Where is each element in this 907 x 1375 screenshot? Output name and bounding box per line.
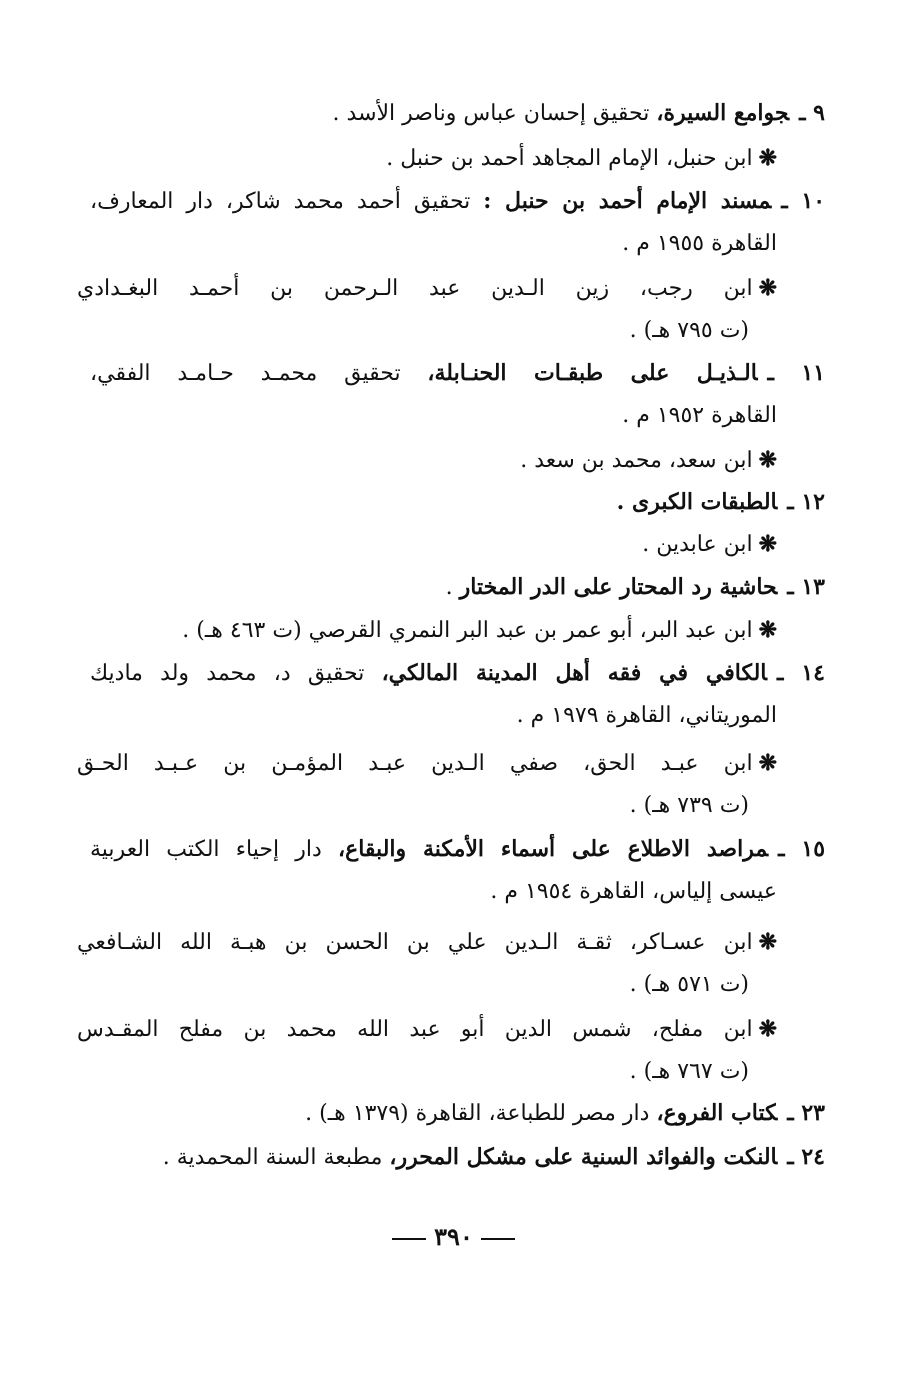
entry-number: ١٢ ـ: [787, 489, 825, 515]
author-text: ابن مفلح، شمس الدين أبو عبد الله محمد بن مفلح المقـدس: [77, 1017, 753, 1042]
author-ibn-rajab-continuation: [149, 316, 749, 346]
entry-title: حاشية رد المحتار على الدر المختار: [459, 574, 778, 600]
author-text: (ت ٥٧١ هـ) .: [629, 972, 749, 997]
entry-title: الطبقات الكبرى .: [616, 489, 778, 515]
entry-number: ٢٤ ـ: [787, 1144, 825, 1170]
entry-13: [105, 572, 825, 603]
star-icon: ❋: [758, 531, 777, 557]
entry-10: [90, 186, 825, 217]
entry-text: عيسى إلياس، القاهرة ١٩٥٤ م .: [490, 879, 777, 904]
entry-title: الكافي في فقه أهل المدينة المالكي،: [381, 660, 768, 686]
author-ibn-abd-al-haqq: [77, 748, 777, 779]
entry-23: [105, 1098, 825, 1129]
entry-number: ١١ ـ: [767, 360, 825, 386]
entry-title: مسند الإمام أحمد بن حنبل :: [483, 188, 772, 214]
entry-10-continuation: [117, 229, 777, 259]
star-icon: ❋: [758, 617, 777, 643]
entry-number: ٢٣ ـ: [787, 1100, 825, 1126]
entry-number: ١٣ ـ: [787, 574, 825, 600]
author-ibn-abd-al-barr: [77, 615, 777, 646]
entry-24: [105, 1142, 825, 1173]
entry-text: القاهرة ١٩٥٥ م .: [622, 231, 777, 256]
entry-15-continuation: [117, 877, 777, 907]
entry-number: ١٥ ـ: [778, 836, 825, 862]
entry-text: تحقيق محمـد حـامـد الفقي،: [90, 361, 401, 386]
dash-left: [392, 1238, 426, 1240]
author-text: ابن عبد البر، أبو عمر بن عبد البر النمري القرصي (ت ٤٦٣ هـ) .: [182, 618, 753, 643]
author-ibn-asakir-continuation: [149, 970, 749, 1000]
author-ibn-asakir: [77, 927, 777, 958]
entry-title: مراصد الاطلاع على أسماء الأمكنة والبقاع،: [338, 836, 769, 862]
entry-number: ٩ ـ: [799, 100, 825, 126]
entry-11-continuation: [117, 401, 777, 431]
entry-title: النكت والفوائد السنية على مشكل المحرر،: [389, 1144, 778, 1170]
entry-number: ١٠ ـ: [781, 188, 825, 214]
entry-text: القاهرة ١٩٥٢ م .: [622, 403, 777, 428]
entry-text: تحقيق إحسان عباس وناصر الأسد .: [332, 101, 650, 126]
entry-text: تحقيق د، محمد ولد ماديك: [90, 661, 365, 686]
page-number: [0, 1222, 907, 1252]
entry-text: مطبعة السنة المحمدية .: [162, 1145, 383, 1170]
author-text: ابن حنبل، الإمام المجاهد أحمد بن حنبل .: [386, 146, 753, 171]
entry-text: دار إحياء الكتب العربية: [90, 837, 322, 862]
page-number-value: ٣٩٠: [434, 1222, 473, 1251]
author-ibn-abidin: [117, 529, 777, 560]
author-ibn-muflih: [77, 1014, 777, 1045]
entry-number: ١٤ ـ: [777, 660, 825, 686]
author-ibn-rajab: [77, 273, 777, 304]
entry-title: جوامع السيرة،: [656, 100, 790, 126]
entry-9: [105, 98, 825, 129]
author-text: ابن عبـد الحق، صفي الـدين عبـد المؤمـن بن عـبـد الحـق: [77, 751, 753, 776]
entry-text: تحقيق أحمد محمد شاكر، دار المعارف،: [90, 189, 471, 214]
author-ibn-muflih-continuation: [149, 1057, 749, 1087]
entry-text: دار مصر للطباعة، القاهرة (١٣٧٩ هـ) .: [305, 1101, 650, 1126]
author-text: ابن رجب، زين الـدين عبد الـرحمن بن أحمـد البغـدادي: [77, 276, 753, 301]
entry-text: الموريتاني، القاهرة ١٩٧٩ م .: [516, 703, 777, 728]
star-icon: ❋: [758, 750, 777, 776]
author-ibn-hanbal: [117, 143, 777, 174]
entry-14-continuation: [117, 701, 777, 731]
author-text: ابن عسـاكر، ثقـة الـدين علي بن الحسن بن هبـة الله الشـافعي: [77, 930, 753, 955]
author-text: (ت ٧٦٧ هـ) .: [629, 1059, 749, 1084]
entry-text: .: [445, 575, 453, 600]
star-icon: ❋: [758, 447, 777, 473]
entry-11: [90, 358, 825, 389]
author-ibn-abd-al-haqq-continuation: [149, 791, 749, 821]
star-icon: ❋: [758, 275, 777, 301]
entry-15: [90, 834, 825, 865]
author-text: ابن عابدين .: [642, 532, 753, 557]
star-icon: ❋: [758, 145, 777, 171]
entry-14: [90, 658, 825, 689]
author-text: (ت ٧٩٥ هـ) .: [629, 318, 749, 343]
author-ibn-saad: [117, 445, 777, 476]
entry-title: الـذيـل على طبقـات الحنـابلة،: [427, 360, 758, 386]
author-text: ابن سعد، محمد بن سعد .: [520, 448, 753, 473]
author-text: (ت ٧٣٩ هـ) .: [629, 793, 749, 818]
entry-title: كتاب الفروع،: [656, 1100, 778, 1126]
dash-right: [481, 1238, 515, 1240]
entry-12: [105, 487, 825, 518]
star-icon: ❋: [758, 929, 777, 955]
star-icon: ❋: [758, 1016, 777, 1042]
